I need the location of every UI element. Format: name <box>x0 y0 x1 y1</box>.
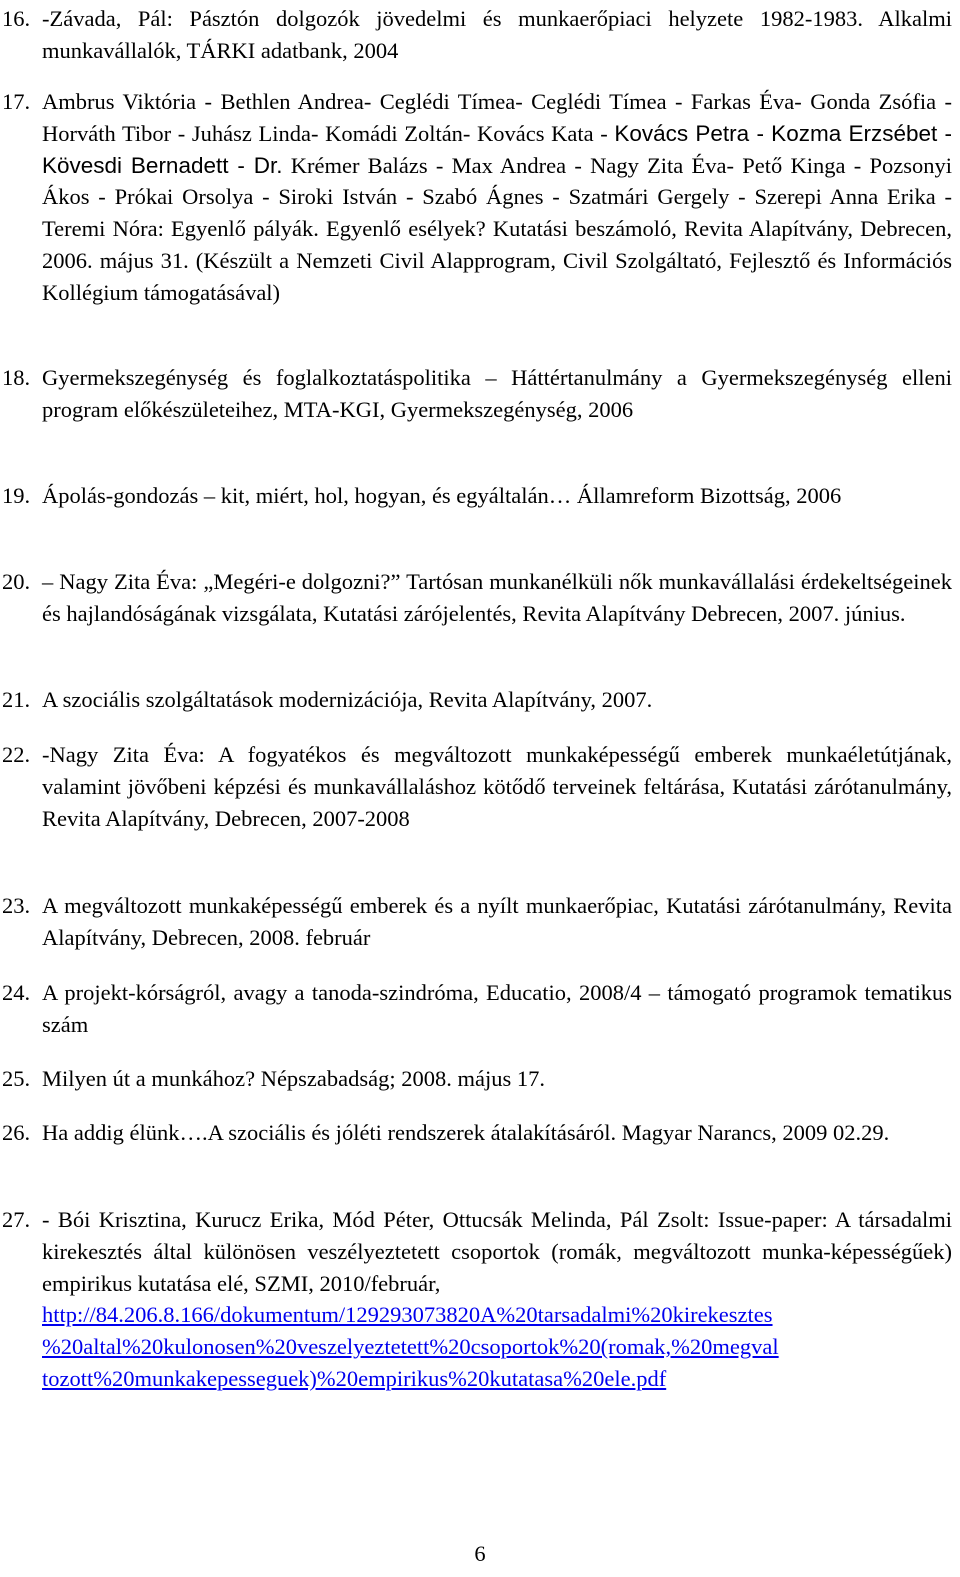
reference-text-part: Ambrus Viktória - Bethlen Andrea- Ceglédi Tímea- Ceglédi Tímea - Farkas Éva- Gonda Zsófia - Horváth Tibor - Juhász Linda- Komádi Zoltán- Kovács Kata - <box>42 89 952 146</box>
reference-text: Milyen út a munkához? Népszabadság; 2008. május 17. <box>42 1066 546 1091</box>
reference-text-part: - Bói Krisztina, Kurucz Erika, Mód Péter, Ottucsák Melinda, Pál Zsolt: Issue-paper: A társadalmi kirekesztés által különösen veszélyeztetett csoportok (romák, megváltozott munka-képességűek) empirikus kutatása elé, SZMI, 2010/február, <box>42 1207 952 1296</box>
reference-text-part: Kovács Petra - Kozma Erzsébet - Kövesdi Bernadett - Dr. <box>42 120 952 178</box>
reference-number: 20. <box>2 569 31 594</box>
reference-number: 18. <box>2 365 31 390</box>
reference-link-line[interactable]: tozott%20munkakepesseguek)%20empirikus%20kutatasa%20ele.pdf <box>42 1365 667 1391</box>
reference-number: 16. <box>2 6 31 31</box>
reference-link-line[interactable]: %20altal%20kulonosen%20veszelyeztetett%20csoportok%20(romak,%20megval <box>42 1334 779 1360</box>
reference-text: -Nagy Zita Éva: A fogyatékos és megváltozott munkaképességű emberek munkaéletútjának, valamint jövőbeni képzési és munkavállaláshoz kötődő terveinek feltárása, Kutatási zárótanulmány, Revita Alapítvány, Debrecen, 2007-2008 <box>42 742 952 831</box>
reference-text: A projekt-kórságról, avagy a tanoda-szindróma, Educatio, 2008/4 – támogató programok tematikus szám <box>42 980 952 1037</box>
reference-text <box>42 1204 952 1395</box>
reference-number: 21. <box>2 687 31 712</box>
reference-text: Ápolás-gondozás – kit, miért, hol, hogyan, és egyáltalán… Államreform Bizottság, 2006 <box>42 483 842 508</box>
reference-text: A megváltozott munkaképességű emberek és a nyílt munkaerőpiac, Kutatási zárótanulmány, Revita Alapítvány, Debrecen, 2008. február <box>42 893 952 950</box>
reference-number: 27. <box>2 1207 31 1232</box>
reference-number: 24. <box>2 980 31 1005</box>
reference-number: 17. <box>2 89 31 114</box>
reference-number: 26. <box>2 1120 31 1145</box>
reference-text: – Nagy Zita Éva: „Megéri-e dolgozni?” Tartósan munkanélküli nők munkavállalási érdekeltségeinek és hajlandóságának vizsgálata, Kutatási zárójelentés, Revita Alapítvány Debrecen, 2007. június. <box>42 569 952 626</box>
reference-number: 25. <box>2 1066 31 1091</box>
reference-text-part: Krémer Balázs - Max Andrea - Nagy Zita Éva- Pető Kinga - Pozsonyi Ákos - Prókai Orsolya - Siroki István - Szabó Ágnes - Szatmári Gergely - Szerepi Anna Erika - Teremi Nóra: Egyenlő pályák. Egyenlő esélyek? Kutatási beszámoló, Revita Alapítvány, Debrecen, 2006. május 31. (Készült a Nemzeti Civil Alapprogram, Civil Szolgáltató, Fejlesztő és Információs Kollégium támogatásával) <box>42 152 952 305</box>
reference-text: Ha addig élünk….A szociális és jóléti rendszerek átalakításáról. Magyar Narancs, 2009 02.29. <box>42 1120 890 1145</box>
page-number: 6 <box>474 1541 486 1566</box>
reference-link-line[interactable]: http://84.206.8.166/dokumentum/129293073820A%20tarsadalmi%20kirekesztes <box>42 1302 773 1328</box>
reference-text: A szociális szolgáltatások modernizációja, Revita Alapítvány, 2007. <box>42 687 653 712</box>
reference-number: 22. <box>2 742 31 767</box>
reference-number: 19. <box>2 483 31 508</box>
reference-text: -Závada, Pál: Pásztón dolgozók jövedelmi és munkaerőpiaci helyzete 1982-1983. Alkalmi munkavállalók, TÁRKI adatbank, 2004 <box>42 6 952 63</box>
reference-text: Gyermekszegénység és foglalkoztatáspolitika – Háttértanulmány a Gyermekszegénység elleni program előkészületeihez, MTA-KGI, Gyermekszegénység, 2006 <box>42 365 952 422</box>
reference-number: 23. <box>2 893 31 918</box>
reference-text <box>42 86 952 309</box>
